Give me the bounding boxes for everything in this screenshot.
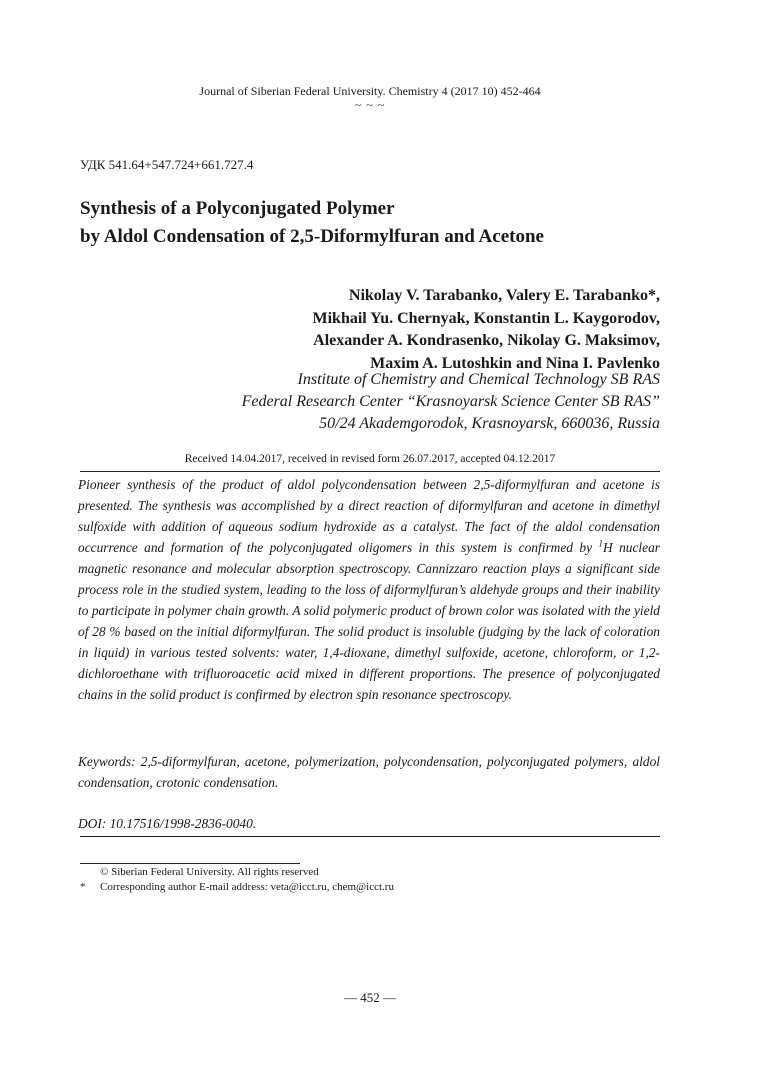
footnote-copyright	[80, 866, 319, 878]
affiliation-line: Federal Research Center “Krasnoyarsk Science Center SB RAS”	[241, 393, 660, 410]
author-line: Alexander A. Kondrasenko, Nikolay G. Maksimov,	[313, 332, 660, 349]
superscript-1: 1	[598, 538, 603, 549]
received-dates: Received 14.04.2017, received in revised form 26.07.2017, accepted 04.12.2017	[184, 453, 556, 465]
divider-top	[80, 471, 660, 472]
author-line: Mikhail Yu. Chernyak, Konstantin L. Kaygorodov,	[312, 309, 660, 327]
affiliation-line: Institute of Chemistry and Chemical Technology SB RAS	[297, 371, 660, 388]
footnote-divider	[80, 863, 300, 864]
abstract	[78, 474, 660, 705]
page-number: ― 452 ―	[344, 990, 396, 1005]
divider-bottom	[80, 836, 660, 837]
author-line: Nikolay V. Tarabanko, Valery E. Tarabanko*,	[348, 287, 660, 304]
corresponding-text: Corresponding author E-mail address: veta@icct.ru, chem@icct.ru	[100, 881, 394, 893]
copyright-text: © Siberian Federal University. All rights reserved	[100, 866, 319, 878]
title-line-2: by Aldol Condensation of 2,5-Diformylfuran and Acetone	[80, 226, 544, 247]
doi: DOI: 10.17516/1998-2836-0040.	[78, 816, 257, 831]
author-list	[60, 285, 660, 375]
asterisk-mark: *	[80, 881, 86, 893]
affiliation-line: 50/24 Akademgorodok, Krasnoyarsk, 660036, Russia	[319, 415, 660, 432]
keywords: Keywords: 2,5-diformylfuran, acetone, polymerization, polycondensation, polyconjugated polymers, aldol condensation, crotonic condensation.	[78, 754, 660, 790]
abstract-text: H nuclear magnetic resonance and molecular absorption spectroscopy. Cannizzaro reaction plays a significant side process role in the studied system, leading to the loss of diformylfuran’s aldehyde groups and their inability to participate in polymer chain growth. A solid polymeric product of brown color was isolated with the yield of 28 % based on the initial diformylfuran. The solid product is insoluble (judging by the lack of coloration in liquid) in various tested solvents: water, 1,4-dioxane, dimethyl sulfoxide, acetone, chloroform, or 1,2-dichloroethane with trifluoroacetic acid mixed in different proportions. The presence of polyconjugated chains in the solid product is confirmed by electron spin resonance spectroscopy.	[78, 540, 660, 702]
author-line: Maxim A. Lutoshkin and Nina I. Pavlenko	[370, 354, 660, 372]
udk-code: УДК 541.64+547.724+661.727.4	[80, 157, 254, 172]
journal-header: Journal of Siberian Federal University. Chemistry 4 (2017 10) 452-464	[199, 84, 541, 98]
abstract-text: Pioneer synthesis of the product of aldol polycondensation between 2,5-diformylfuran and acetone is presented. The synthesis was accomplished by a direct reaction of diformylfuran and acetone in dimethyl sulfoxide with addition of aqueous sodium hydroxide as a catalyst. The fact of the aldol condensation occurrence and formation of the polyconjugated oligomers in this system is confirmed by	[78, 477, 660, 555]
header-separator: ~ ~ ~	[354, 98, 386, 112]
paper-title	[80, 195, 680, 251]
footnote-corresponding	[80, 881, 394, 893]
affiliation	[60, 369, 660, 435]
title-line-1: Synthesis of a Polyconjugated Polymer	[80, 198, 395, 219]
